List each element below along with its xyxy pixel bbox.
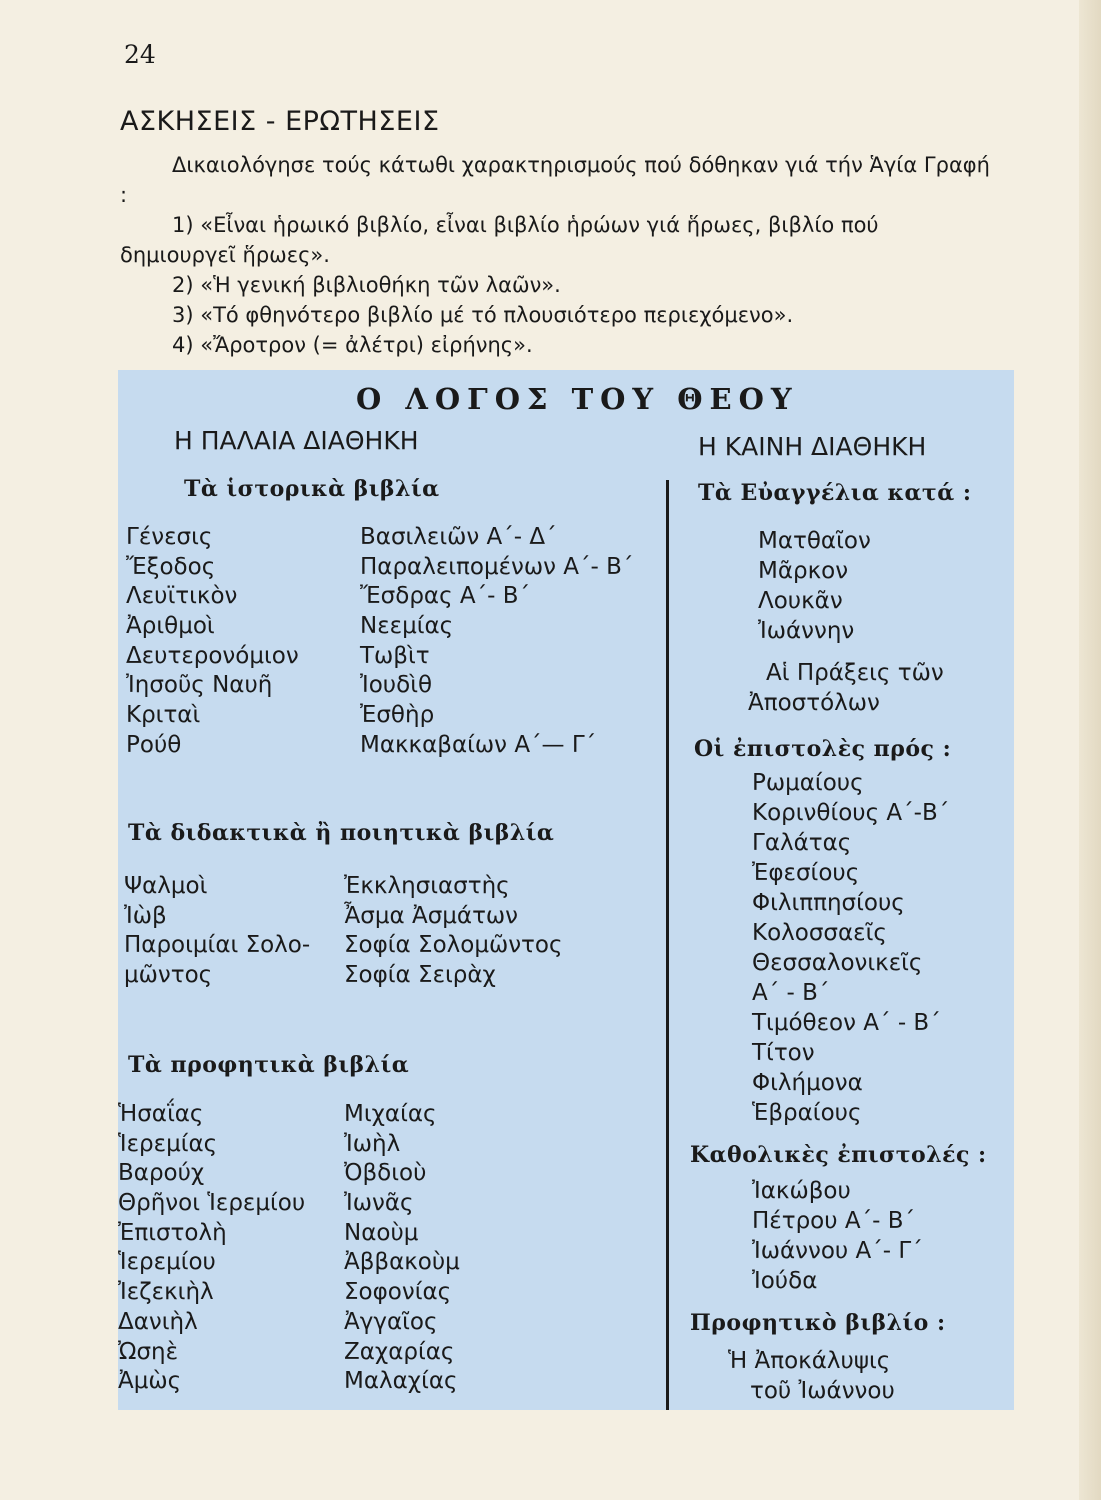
list-item: Ρούθ <box>126 731 182 758</box>
revelation-list <box>728 1346 895 1406</box>
prophetic-heading: Τὰ προφητικὰ βιβλία <box>128 1052 410 1078</box>
list-item: Μιχαίας <box>344 1101 437 1127</box>
list-item: Γένεσις <box>126 524 213 550</box>
page-number: 24 <box>124 40 156 69</box>
list-item: Ἀγγαῖος <box>344 1308 438 1335</box>
historical-list-right <box>360 523 633 761</box>
list-item: Ἔσδρας Α΄- Β΄ <box>360 583 531 610</box>
prophetic-list-left <box>118 1100 305 1397</box>
list-item: Ἆσμα Ἀσμάτων <box>344 902 519 929</box>
list-item: Λουκᾶν <box>758 588 843 614</box>
exercise-item-4: 4) «Ἄροτρον (= ἀλέτρι) εἰρήνης». <box>172 333 533 357</box>
list-item: Πέτρου Α΄- Β΄ <box>752 1208 915 1234</box>
list-item: Σοφία Σειρὰχ <box>344 962 496 989</box>
historical-list-left <box>126 523 299 761</box>
list-item: Κορινθίους Α΄-Β΄ <box>752 800 950 826</box>
list-item: Ρωμαίους <box>752 770 864 796</box>
list-item: Ἀββακοὺμ <box>344 1249 460 1276</box>
list-item: Φιλήμονα <box>752 1070 863 1096</box>
list-item: Ἰωάννην <box>758 618 855 644</box>
list-item: Μακκαβαίων Α΄— Γ΄ <box>360 731 597 758</box>
page-edge <box>1079 0 1101 1500</box>
list-item: Ἡ Ἀποκάλυψις <box>728 1348 891 1374</box>
acts-list <box>748 658 944 718</box>
prophetic-list-right <box>344 1100 460 1397</box>
list-item: Μαλαχίας <box>344 1368 458 1395</box>
list-item: Λευϊτικὸν <box>126 583 238 610</box>
list-item: Παραλειπομένων Α΄- Β΄ <box>360 553 634 580</box>
list-item: Ἐκκλησιαστὴς <box>344 873 510 899</box>
list-item: Ψαλμοὶ <box>124 873 208 899</box>
list-item: Κολοσσαεῖς <box>752 920 887 946</box>
list-item: Παροιμίαι Σολο- <box>124 932 311 959</box>
didactic-list-left <box>124 872 310 991</box>
panel-title: Ο ΛΟΓΟΣ ΤΟΥ ΘΕΟΥ <box>356 382 799 416</box>
epistles-list <box>752 768 949 1128</box>
list-item: Ἱερεμίας <box>118 1130 218 1157</box>
list-item: Ἰωὴλ <box>344 1130 401 1157</box>
list-item: Ἐπιστολὴ <box>118 1219 227 1246</box>
list-item: Ἰωάννου Α΄- Γ΄ <box>752 1238 923 1264</box>
list-item: Τιμόθεον Α΄ - Β΄ <box>752 1010 941 1036</box>
list-item: Ὠσηὲ <box>118 1338 179 1365</box>
list-item: Ἰεζεκιὴλ <box>118 1279 214 1306</box>
list-item: Ἀμὼς <box>118 1368 182 1395</box>
gospels-heading: Τὰ Εὐαγγέλια κατά : <box>698 480 972 506</box>
list-item: Α΄ - Β΄ <box>752 980 830 1006</box>
exercises-title: ΑΣΚΗΣΕΙΣ - ΕΡΩΤΗΣΕΙΣ <box>120 106 440 137</box>
didactic-list-right <box>344 872 562 991</box>
list-item: Κριταὶ <box>126 702 201 729</box>
list-item: Ναοὺμ <box>344 1219 419 1246</box>
list-item: Νεεμίας <box>360 613 454 640</box>
old-testament-heading: Η ΠΑΛΑΙΑ ΔΙΑΘΗΚΗ <box>174 426 419 455</box>
list-item: Ζαχαρίας <box>344 1338 455 1365</box>
list-item: Ἐσθὴρ <box>360 702 435 729</box>
list-item: Ἰακώβου <box>752 1178 851 1204</box>
list-item: Ἐφεσίους <box>752 860 860 886</box>
list-item: Ἰουδὶθ <box>360 672 433 699</box>
list-item: Ἑβραίους <box>752 1100 862 1126</box>
catholic-epistles-list <box>752 1176 923 1296</box>
list-item: Ὀβδιοὺ <box>344 1160 427 1187</box>
list-item: Βαρούχ <box>118 1160 205 1187</box>
epistles-heading: Οἱ ἐπιστολὲς πρός : <box>694 736 952 762</box>
list-item: Ἰησοῦς Ναυῆ <box>126 672 273 699</box>
list-item: Ἔξοδος <box>126 553 216 580</box>
list-item: Ἡσαΐας <box>118 1101 204 1127</box>
exercise-item-2: 2) «Ἡ γενική βιβλιοθήκη τῶν λαῶν». <box>172 273 561 297</box>
list-item: Ἀριθμοὶ <box>126 613 215 640</box>
list-item: Θεσσαλονικεῖς <box>752 950 923 976</box>
revelation-heading: Προφητικὸ βιβλίο : <box>690 1310 946 1336</box>
exercise-item-3: 3) «Τό φθηνότερο βιβλίο μέ τό πλουσιότερο περιεχόμενο». <box>172 303 794 327</box>
exercises-body <box>120 150 1000 360</box>
list-item: Δανιὴλ <box>118 1308 198 1335</box>
list-item: Ἰωνᾶς <box>344 1190 414 1217</box>
exercise-item-1: 1) «Εἶναι ἡρωικό βιβλίο, εἶναι βιβλίο ἡρώων γιά ἥρωες, βιβλίο πού δημιουργεῖ ἥρωες». <box>120 213 879 267</box>
list-item: μῶντος <box>124 962 213 989</box>
didactic-heading: Τὰ διδακτικὰ ἢ ποιητικὰ βιβλία <box>128 820 555 846</box>
exercises-intro: Δικαιολόγησε τούς κάτωθι χαρακτηρισμούς πού δόθηκαν γιά τήν Ἁγία Γραφή : <box>120 153 990 207</box>
acts-line: Ἀποστόλων <box>748 690 880 716</box>
list-item: Βασιλειῶν Α΄- Δ΄ <box>360 524 557 550</box>
list-item: Σοφονίας <box>344 1279 452 1306</box>
gospels-list <box>758 526 871 646</box>
column-divider <box>666 480 669 1410</box>
list-item: Γαλάτας <box>752 830 852 856</box>
list-item: Φιλιππησίους <box>752 890 905 916</box>
list-item: Ματθαῖον <box>758 528 871 554</box>
list-item: Δευτερονόμιον <box>126 642 299 669</box>
books-panel <box>118 370 1014 1410</box>
list-item: Ἱερεμίου <box>118 1249 216 1276</box>
list-item: Ἰούδα <box>752 1268 818 1294</box>
list-item: Τωβὶτ <box>360 642 430 669</box>
list-item: Ἰὼβ <box>124 902 167 929</box>
list-item: Σοφία Σολομῶντος <box>344 932 563 959</box>
new-testament-heading: Η ΚΑΙΝΗ ΔΙΑΘΗΚΗ <box>698 432 927 461</box>
list-item: Μᾶρκον <box>758 558 849 584</box>
acts-line: Αἱ Πράξεις τῶν <box>766 660 944 686</box>
list-item: τοῦ Ἰωάννου <box>750 1378 895 1404</box>
historical-heading: Τὰ ἱστορικὰ βιβλία <box>184 476 440 502</box>
list-item: Θρῆνοι Ἱερεμίου <box>118 1190 306 1217</box>
catholic-epistles-heading: Καθολικὲς ἐπιστολές : <box>690 1142 987 1168</box>
list-item: Τίτον <box>752 1040 815 1066</box>
